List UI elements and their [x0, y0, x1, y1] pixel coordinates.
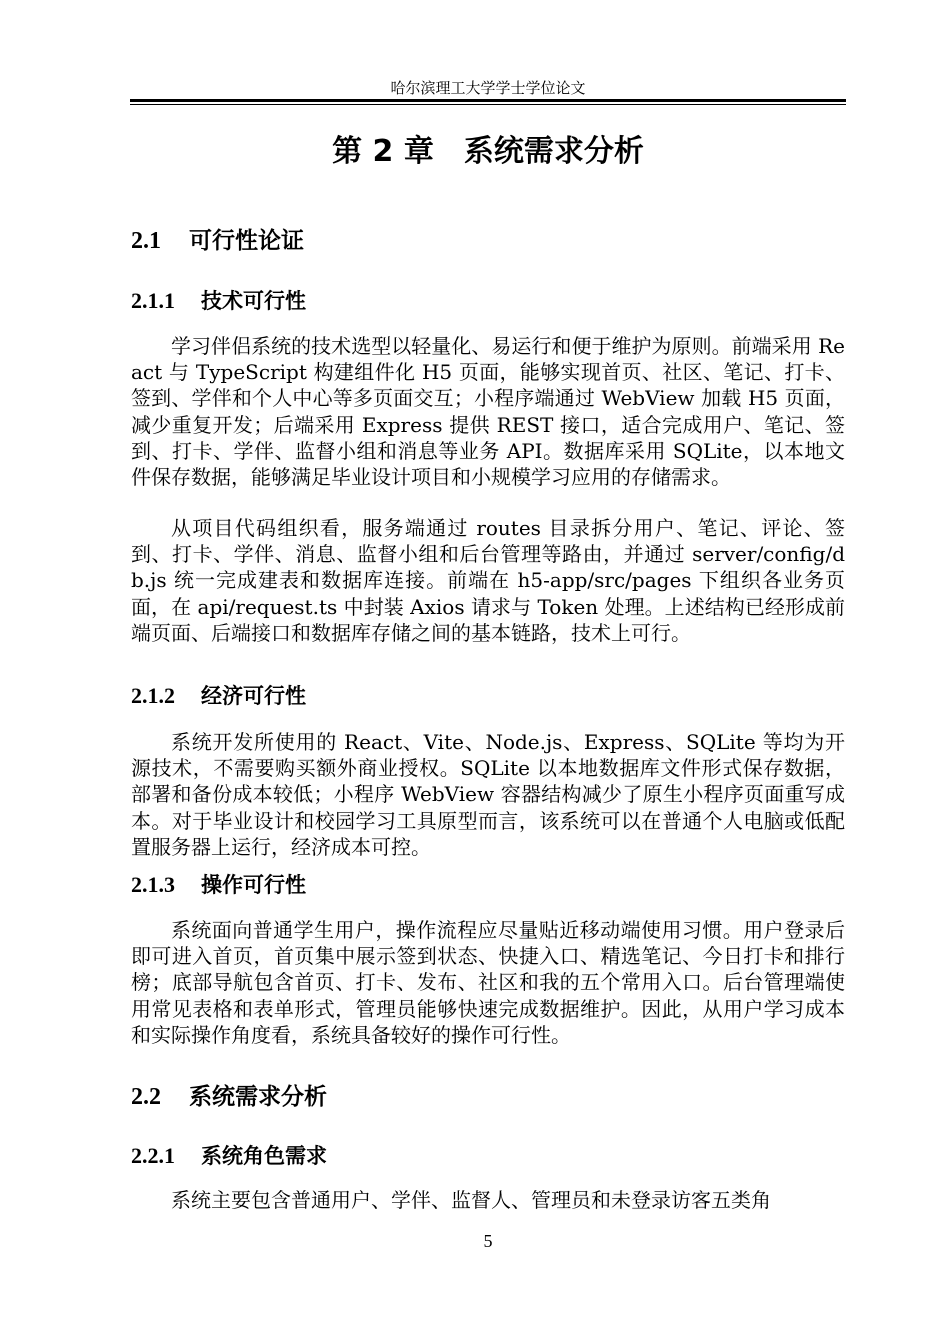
subsection-number: 2.1.3 [131, 872, 175, 897]
section-title: 可行性论证 [189, 228, 304, 254]
section-number: 2.1 [131, 228, 161, 254]
subsection-heading [131, 1142, 327, 1170]
subsection-title: 技术可行性 [201, 289, 306, 313]
subsection-number: 2.1.1 [131, 288, 175, 313]
subsection-title: 系统角色需求 [201, 1144, 327, 1168]
subsection-heading [131, 682, 306, 710]
paragraph-system-roles: 系统主要包含普通用户、学伴、监督人、管理员和未登录访客五类角 [171, 1188, 771, 1212]
chapter-title [130, 130, 846, 174]
section-heading [131, 226, 304, 256]
running-header: 哈尔滨理工大学学士学位论文 [390, 79, 586, 97]
paragraph-operational-feasibility: 系统面向普通学生用户，操作流程应尽量贴近移动端使用习惯。用户登录后即可进入首页，首页集中展示签到状态、快捷入口、精选笔记、今日打卡和排行榜；底部导航包含首页、打卡、发布、社区和我的五个常用入口。后台管理端使用常见表格和表单形式，管理员能够快速完成数据维护。因此，从用户学习成本和实际操作角度看，系统具备较好的操作可行性。 [131, 918, 845, 1047]
chapter-number: 第 2 章 [332, 134, 434, 169]
subsection-number: 2.1.2 [131, 683, 175, 708]
subsection-heading [131, 871, 306, 899]
paragraph-technical-feasibility: 学习伴侣系统的技术选型以轻量化、易运行和便于维护为原则。前端采用 React 与 TypeScript 构建组件化 H5 页面，能够实现首页、社区、笔记、打卡、签到、学伴和个人中心等多页面交互；小程序端通过 WebView 加载 H5 页面，减少重复开发；后端采用 Express 提供 REST 接口，适合完成用户、笔记、签到、打卡、学伴、监督小组和消息等业务 API。数据库采用 SQLite，以本地文件保存数据，能够满足毕业设计项目和小规模学习应用的存储需求。 [131, 334, 845, 490]
chapter-name: 系统需求分析 [463, 134, 644, 169]
section-heading [131, 1082, 327, 1112]
subsection-title: 操作可行性 [201, 873, 306, 897]
paragraph-code-organization: 从项目代码组织看，服务端通过 routes 目录拆分用户、笔记、评论、签到、打卡、学伴、消息、监督小组和后台管理等路由，并通过 server/config/db.js 统一完成建表和数据库连接。前端在 h5-app/src/pages 下组织各业务页面，在 api/request.ts 中封装 Axios 请求与 Token 处理。上述结构已经形成前端页面、后端接口和数据库存储之间的基本链路，技术上可行。 [131, 516, 845, 645]
paragraph-economic-feasibility: 系统开发所使用的 React、Vite、Node.js、Express、SQLite 等均为开源技术，不需要购买额外商业授权。SQLite 以本地数据库文件形式保存数据，部署和备份成本较低；小程序 WebView 容器结构减少了原生小程序页面重写成本。对于毕业设计和校园学习工具原型而言，该系统可以在普通个人电脑或低配置服务器上运行，经济成本可控。 [131, 730, 845, 859]
page-number: 5 [483, 1231, 493, 1251]
section-number: 2.2 [131, 1084, 161, 1110]
header-rule-thin [130, 104, 846, 105]
subsection-number: 2.2.1 [131, 1143, 175, 1168]
subsection-heading [131, 287, 306, 315]
subsection-title: 经济可行性 [201, 684, 306, 708]
section-title: 系统需求分析 [189, 1084, 327, 1110]
header-rule-thick [130, 99, 846, 102]
